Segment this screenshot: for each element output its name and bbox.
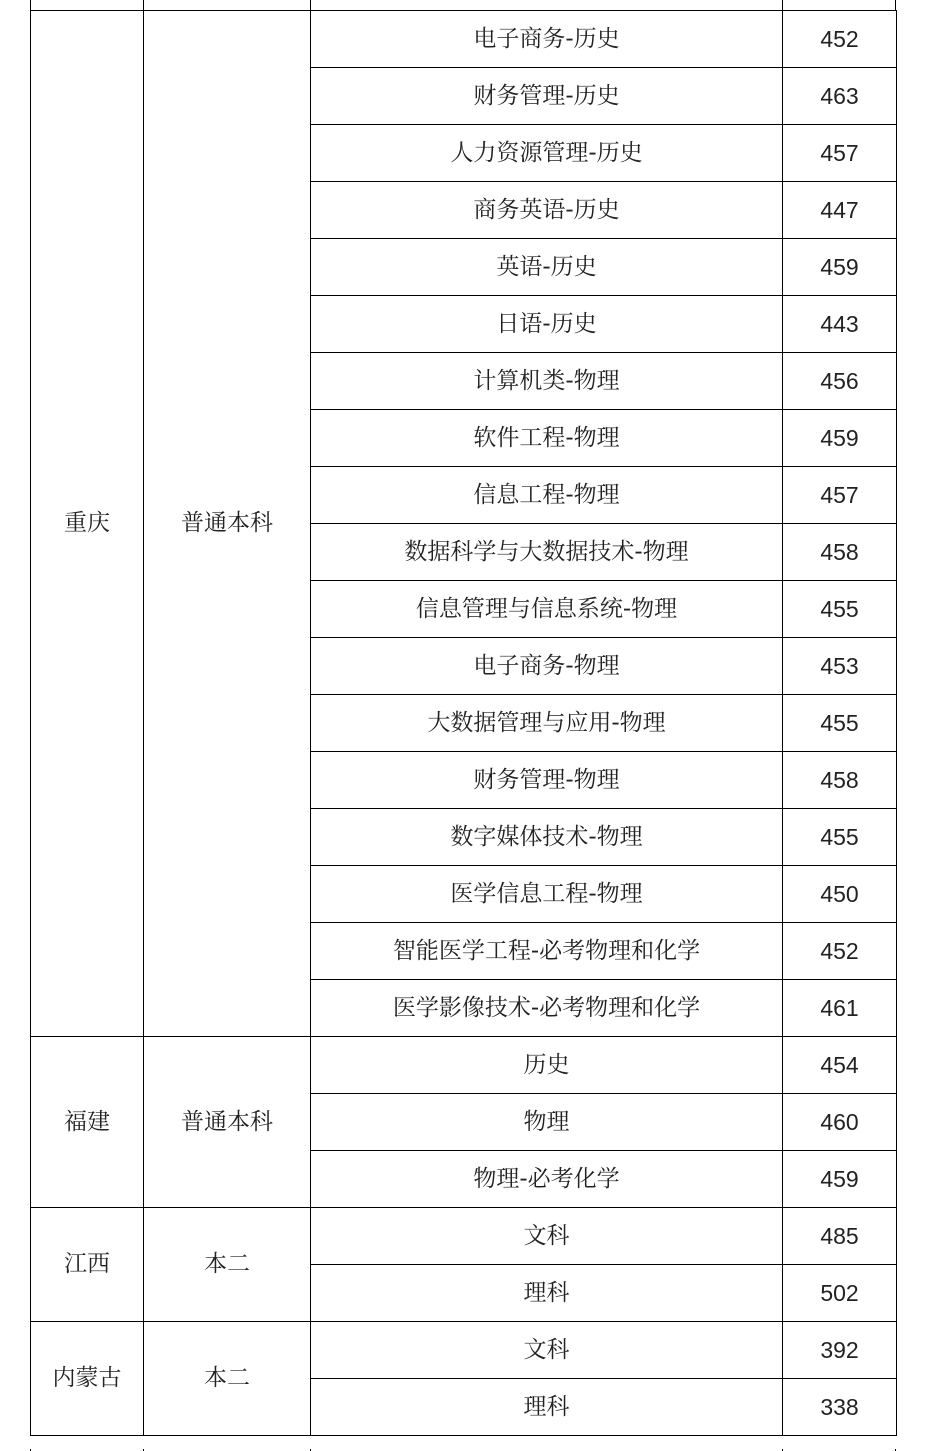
major-cell: 日语-历史	[311, 296, 783, 353]
score-cell: 461	[783, 980, 897, 1037]
major-cell: 数据科学与大数据技术-物理	[311, 524, 783, 581]
score-cell: 457	[783, 125, 897, 182]
province-cell: 福建	[31, 1037, 144, 1208]
score-cell: 458	[783, 752, 897, 809]
score-cell: 460	[783, 1094, 897, 1151]
score-cell: 453	[783, 638, 897, 695]
table-top-continuation	[30, 0, 896, 10]
score-cell: 450	[783, 866, 897, 923]
score-cell: 456	[783, 353, 897, 410]
major-cell: 医学影像技术-必考物理和化学	[311, 980, 783, 1037]
batch-cell: 普通本科	[144, 11, 311, 1037]
score-cell: 455	[783, 581, 897, 638]
major-cell: 理科	[311, 1265, 783, 1322]
batch-cell: 普通本科	[144, 1037, 311, 1208]
major-cell: 商务英语-历史	[311, 182, 783, 239]
major-cell: 大数据管理与应用-物理	[311, 695, 783, 752]
province-cell: 江西	[31, 1208, 144, 1322]
table-row	[31, 11, 897, 68]
table-row	[31, 1322, 897, 1379]
major-cell: 物理-必考化学	[311, 1151, 783, 1208]
major-cell: 财务管理-历史	[311, 68, 783, 125]
province-cell: 重庆	[31, 11, 144, 1037]
major-cell: 信息管理与信息系统-物理	[311, 581, 783, 638]
major-cell: 文科	[311, 1322, 783, 1379]
major-cell: 历史	[311, 1037, 783, 1094]
major-cell: 电子商务-历史	[311, 11, 783, 68]
major-cell: 理科	[311, 1379, 783, 1436]
score-cell: 447	[783, 182, 897, 239]
major-cell: 智能医学工程-必考物理和化学	[311, 923, 783, 980]
score-cell: 463	[783, 68, 897, 125]
table-body	[31, 11, 897, 1436]
score-cell: 454	[783, 1037, 897, 1094]
major-cell: 数字媒体技术-物理	[311, 809, 783, 866]
table-row	[31, 1037, 897, 1094]
major-cell: 医学信息工程-物理	[311, 866, 783, 923]
admission-score-table	[30, 10, 897, 1436]
score-cell: 452	[783, 11, 897, 68]
score-cell: 458	[783, 524, 897, 581]
score-cell: 452	[783, 923, 897, 980]
score-cell: 392	[783, 1322, 897, 1379]
score-cell: 502	[783, 1265, 897, 1322]
score-cell: 443	[783, 296, 897, 353]
score-cell: 459	[783, 1151, 897, 1208]
score-cell: 459	[783, 410, 897, 467]
major-cell: 人力资源管理-历史	[311, 125, 783, 182]
score-cell: 485	[783, 1208, 897, 1265]
major-cell: 计算机类-物理	[311, 353, 783, 410]
major-cell: 电子商务-物理	[311, 638, 783, 695]
major-cell: 文科	[311, 1208, 783, 1265]
batch-cell: 本二	[144, 1322, 311, 1436]
major-cell: 物理	[311, 1094, 783, 1151]
batch-cell: 本二	[144, 1208, 311, 1322]
major-cell: 信息工程-物理	[311, 467, 783, 524]
major-cell: 软件工程-物理	[311, 410, 783, 467]
table-row	[31, 1208, 897, 1265]
major-cell: 英语-历史	[311, 239, 783, 296]
score-cell: 455	[783, 695, 897, 752]
score-cell: 459	[783, 239, 897, 296]
score-cell: 455	[783, 809, 897, 866]
score-cell: 457	[783, 467, 897, 524]
score-cell: 338	[783, 1379, 897, 1436]
major-cell: 财务管理-物理	[311, 752, 783, 809]
province-cell: 内蒙古	[31, 1322, 144, 1436]
